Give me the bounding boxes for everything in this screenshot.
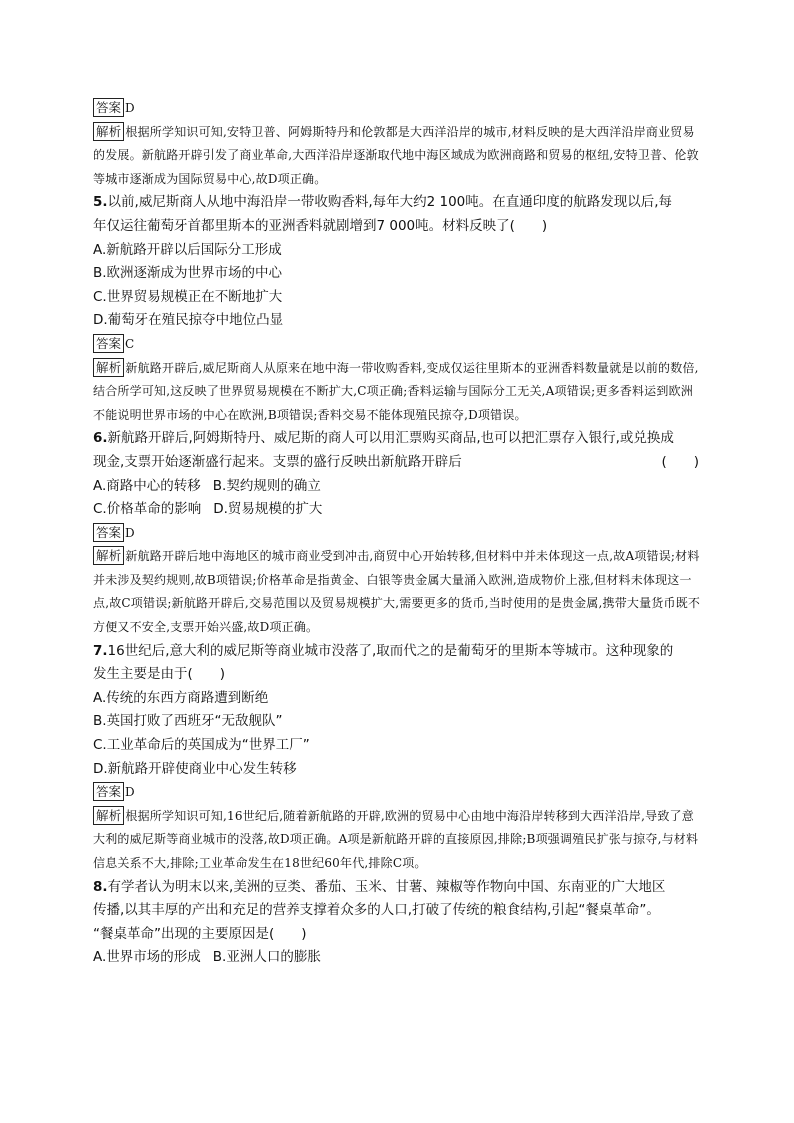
question-8 [93, 876, 705, 970]
option-b: B.英国打败了西班牙“无敌舰队” [93, 713, 283, 730]
analysis-tag: 解析 [93, 806, 124, 825]
option-a: A.新航路开辟以后国际分工形成 [93, 241, 282, 258]
analysis-tag: 解析 [93, 122, 124, 141]
question-stem-line: 8.有学者认为明末以来,美洲的豆类、番茄、玉米、甘薯、辣椒等作物向中国、东南亚的广大地区 [93, 878, 666, 895]
analysis-text: 根据所学知识可知,安特卫普、阿姆斯特丹和伦敦都是大西洋沿岸的城市,材料反映的是大西洋沿岸商业贸易的发展。新航路开辟引发了商业革命,大西洋沿岸逐渐取代地中海区域成为欧洲商路和贸易的枢纽,安特卫普、伦敦等城市逐渐成为国际贸易中心,故D项正确。 [93, 124, 699, 186]
analysis-block [93, 121, 705, 192]
answer-tag: 答案 [93, 98, 124, 117]
answer-value: D [125, 101, 135, 115]
analysis-tag: 解析 [93, 358, 124, 377]
page-content [93, 97, 705, 970]
analysis-text: 新航路开辟后地中海地区的城市商业受到冲击,商贸中心开始转移,但材料中并未体现这一点,故A项错误;材料并未涉及契约规则,故B项错误;价格革命是指黄金、白银等贵金属大量涌入欧洲,造成物价上涨,但材料未体现这一点,故C项错误;新航路开辟后,交易范围以及贸易规模扩大,需要更多的货币,当时使用的是贵金属,携带大量货币既不方便又不安全,支票开始兴盛,故D项正确。 [93, 549, 701, 635]
question-stem-line: 年仅运往葡萄牙首都里斯本的亚洲香料就剧增到7 000吨。材料反映了( ) [93, 217, 548, 234]
option-row [93, 475, 705, 499]
question-7 [93, 640, 705, 876]
answer-tag: 答案 [93, 334, 124, 353]
option-c: C.世界贸易规模正在不断地扩大 [93, 288, 283, 305]
answer-value: D [125, 785, 135, 800]
question-6 [93, 427, 705, 639]
question-stem-line: “餐桌革命”出现的主要原因是( ) [93, 925, 307, 942]
question-stem-line: 现金,支票开始逐渐盛行起来。支票的盛行反映出新航路开辟后 ( ) [93, 451, 705, 475]
option-d: D.新航路开辟使商业中心发生转移 [93, 760, 297, 777]
analysis-text: 根据所学知识可知,16世纪后,随着新航路的开辟,欧洲的贸易中心由地中海沿岸转移到大西洋沿岸,导致了意大利的威尼斯等商业城市的没落,故D项正确。A项是新航路开辟的直接原因,排除;B项强调殖民扩张与掠夺,与材料信息关系不大,排除;工业革命发生在18世纪60年代,排除C项。 [93, 808, 699, 870]
answer-value: C [125, 336, 135, 351]
question-number: 7. [93, 642, 108, 659]
option-c: C.工业革命后的英国成为“世界工厂” [93, 737, 310, 754]
option-d: D.葡萄牙在殖民掠夺中地位凸显 [93, 312, 284, 329]
answer-row [93, 97, 705, 121]
question-number: 6. [93, 430, 108, 447]
analysis-block [93, 805, 705, 876]
analysis-block [93, 545, 705, 639]
question-stem-line: 6.新航路开辟后,阿姆斯特丹、威尼斯的商人可以用汇票购买商品,也可以把汇票存入银行,或兑换成 [93, 430, 674, 447]
option-b: B.契约规则的确立 [212, 477, 321, 494]
answer-row [93, 522, 705, 546]
question-5 [93, 191, 705, 427]
option-c: C.价格革命的影响 [93, 501, 202, 518]
option-row [93, 946, 705, 970]
question-stem-line: 发生主要是由于( ) [93, 666, 226, 683]
answer-parentheses: ( ) [661, 453, 699, 470]
option-a: A.传统的东西方商路遭到断绝 [93, 689, 269, 706]
option-b: B.欧洲逐渐成为世界市场的中心 [93, 265, 283, 282]
analysis-text: 新航路开辟后,威尼斯商人从原来在地中海一带收购香料,变成仅运往里斯本的亚洲香料数量就是以前的数倍,结合所学可知,这反映了世界贸易规模在不断扩大,C项正确;香料运输与国际分工无关,A项错误;更多香料运到欧洲不能说明世界市场的中心在欧洲,B项错误;香料交易不能体现殖民掠夺,D项错误。 [93, 360, 699, 422]
answer-row [93, 781, 705, 805]
option-b: B.亚洲人口的膨胀 [212, 949, 321, 966]
answer-value: D [125, 525, 135, 540]
answer-tag: 答案 [93, 782, 124, 801]
question-number: 8. [93, 878, 108, 895]
question-stem-line: 7.16世纪后,意大利的威尼斯等商业城市没落了,取而代之的是葡萄牙的里斯本等城市。这种现象的 [93, 642, 674, 659]
analysis-block [93, 357, 705, 428]
option-a: A.商路中心的转移 [93, 477, 201, 494]
option-a: A.世界市场的形成 [93, 949, 201, 966]
question-stem-line: 5.以前,威尼斯商人从地中海沿岸一带收购香料,每年大约2 100吨。在直通印度的航路发现以后,每 [93, 194, 673, 211]
option-row [93, 498, 705, 522]
option-d: D.贸易规模的扩大 [213, 501, 323, 518]
question-stem-line: 传播,以其丰厚的产出和充足的营养支撑着众多的人口,打破了传统的粮食结构,引起“餐桌革命”。 [93, 902, 660, 919]
answer-tag: 答案 [93, 523, 124, 542]
answer-row [93, 333, 705, 357]
question-number: 5. [93, 194, 108, 211]
analysis-tag: 解析 [93, 546, 124, 565]
